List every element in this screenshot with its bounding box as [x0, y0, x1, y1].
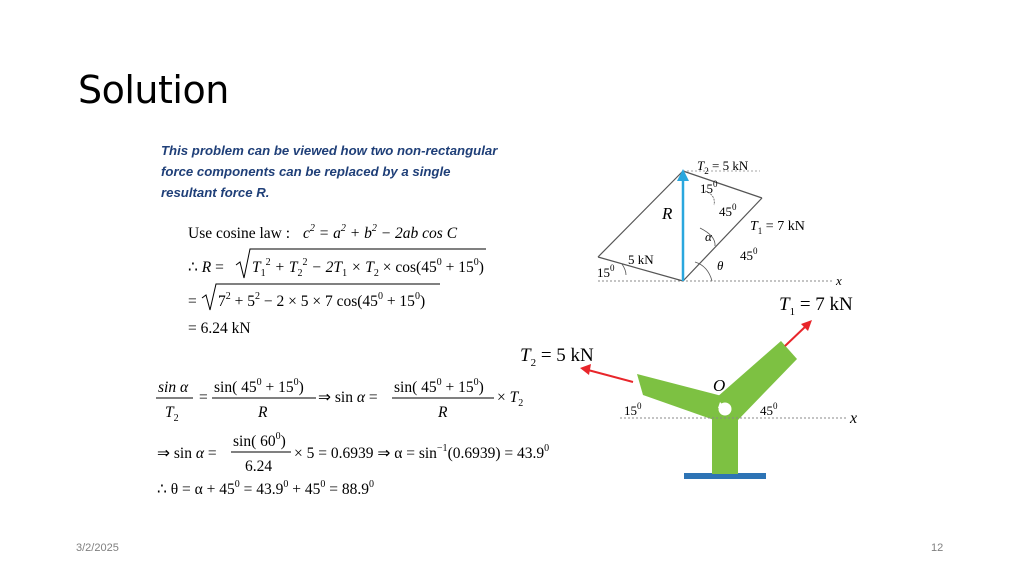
resultant-formula [188, 249, 486, 279]
svg-text:450: $45^0$ [740, 246, 758, 263]
slide-title: Solution [78, 68, 229, 112]
pin-O [719, 403, 732, 416]
svg-text:T1 = 7 kN: $T_1 = 7$ kN [779, 294, 853, 318]
svg-text:sin α: sin α [158, 379, 189, 396]
bracket-diagram [520, 294, 857, 479]
svg-text:R: R [258, 404, 268, 421]
svg-text:72 + 52 − 2 × 5 × 7 cos(450 +: $7^2 + 5^2 - 2 \times 5 \times 7$ $\cos(45^0 + 15^0)$ [218, 291, 426, 310]
O-label: O [713, 376, 726, 395]
svg-text:T2: $T_2$ [165, 404, 179, 424]
x-axis-label: x [836, 273, 842, 288]
svg-text:R: R [438, 404, 448, 421]
svg-text:150: $15^0$ [700, 179, 718, 196]
svg-text:∴ θ = α + 450 = 43.90 + 450 =: ∴ $\theta = \alpha + 45^0 = 43.9^0 + 45^0 = 88.9^0$ [157, 479, 375, 498]
R-label: R [662, 204, 673, 223]
svg-text:T2 = 5 kN: $T_2 = 5$ kN [520, 345, 594, 369]
svg-text:T12 + T22 − 2T1 × T2 × cos(450: $T_1^2 + T_2^2 - 2T_1 \times T_2 \times \cos(45^0 + 15^0)$ [252, 257, 484, 279]
svg-text:⇒ sin α =: ⇒ sin α = [318, 389, 378, 406]
svg-text:⇒ sin α =: ⇒ sin α = [157, 445, 217, 462]
cosine-law-prefix: Use cosine law : [188, 225, 291, 242]
svg-text:6.24: 6.24 [245, 458, 273, 475]
substitution-line [188, 284, 440, 310]
svg-text:=: = [199, 389, 208, 406]
note-line-1: This problem can be viewed how two non-rectangular [161, 143, 498, 158]
cosine-law-equation [188, 223, 458, 242]
svg-text:sin( 450 + 150): sin( $45^0 + 15^0$) [214, 377, 304, 396]
vector-triangle-diagram [597, 158, 842, 288]
alpha-label: α [705, 229, 712, 244]
x-axis-label-2: x [850, 410, 858, 427]
result-value: = 6.24 kN [188, 320, 251, 337]
footer-date: 3/2/2025 [76, 542, 119, 554]
svg-text:sin( 600): sin( $60^0$) [233, 431, 286, 450]
svg-text:T2 = 5 kN: $T_2 = 5$ kN [697, 158, 749, 176]
svg-text:150: $15^0$ [597, 263, 615, 280]
svg-text:sin( 450 + 150): sin( $45^0 + 15^0$) [394, 377, 484, 396]
svg-text:× 5 = 0.6939 ⇒ α = sin−1(0.693: × 5 = 0.6939 ⇒ $\alpha = \sin^{-1}(0.6939) = 43.9^0$ [294, 443, 550, 462]
svg-text:450: $45^0$ [760, 401, 778, 418]
svg-text:=: = [188, 293, 197, 310]
svg-text:× T2: × $T_2$ [497, 389, 524, 409]
theta-label: θ [717, 258, 724, 273]
page-number: 12 [931, 542, 944, 554]
sine-law-equation [156, 377, 523, 424]
note-line-3: resultant force R. [161, 185, 270, 200]
five-kn-label: 5 kN [628, 252, 654, 267]
svg-text:150: $15^0$ [624, 401, 642, 418]
svg-text:∴ R =: ∴ R = [188, 259, 224, 276]
note-line-2: force components can be replaced by a single [161, 164, 451, 179]
bracket-left-arm [637, 374, 722, 420]
alpha-solution [157, 431, 549, 475]
cosine-law-formula: $c^2 = a^2 + b^2 - 2ab$ cos C [303, 223, 458, 242]
svg-text:T1 = 7 kN: $T_1 = 7$ kN [750, 219, 805, 236]
svg-text:450: $45^0$ [719, 202, 737, 219]
theta-solution [157, 479, 374, 498]
